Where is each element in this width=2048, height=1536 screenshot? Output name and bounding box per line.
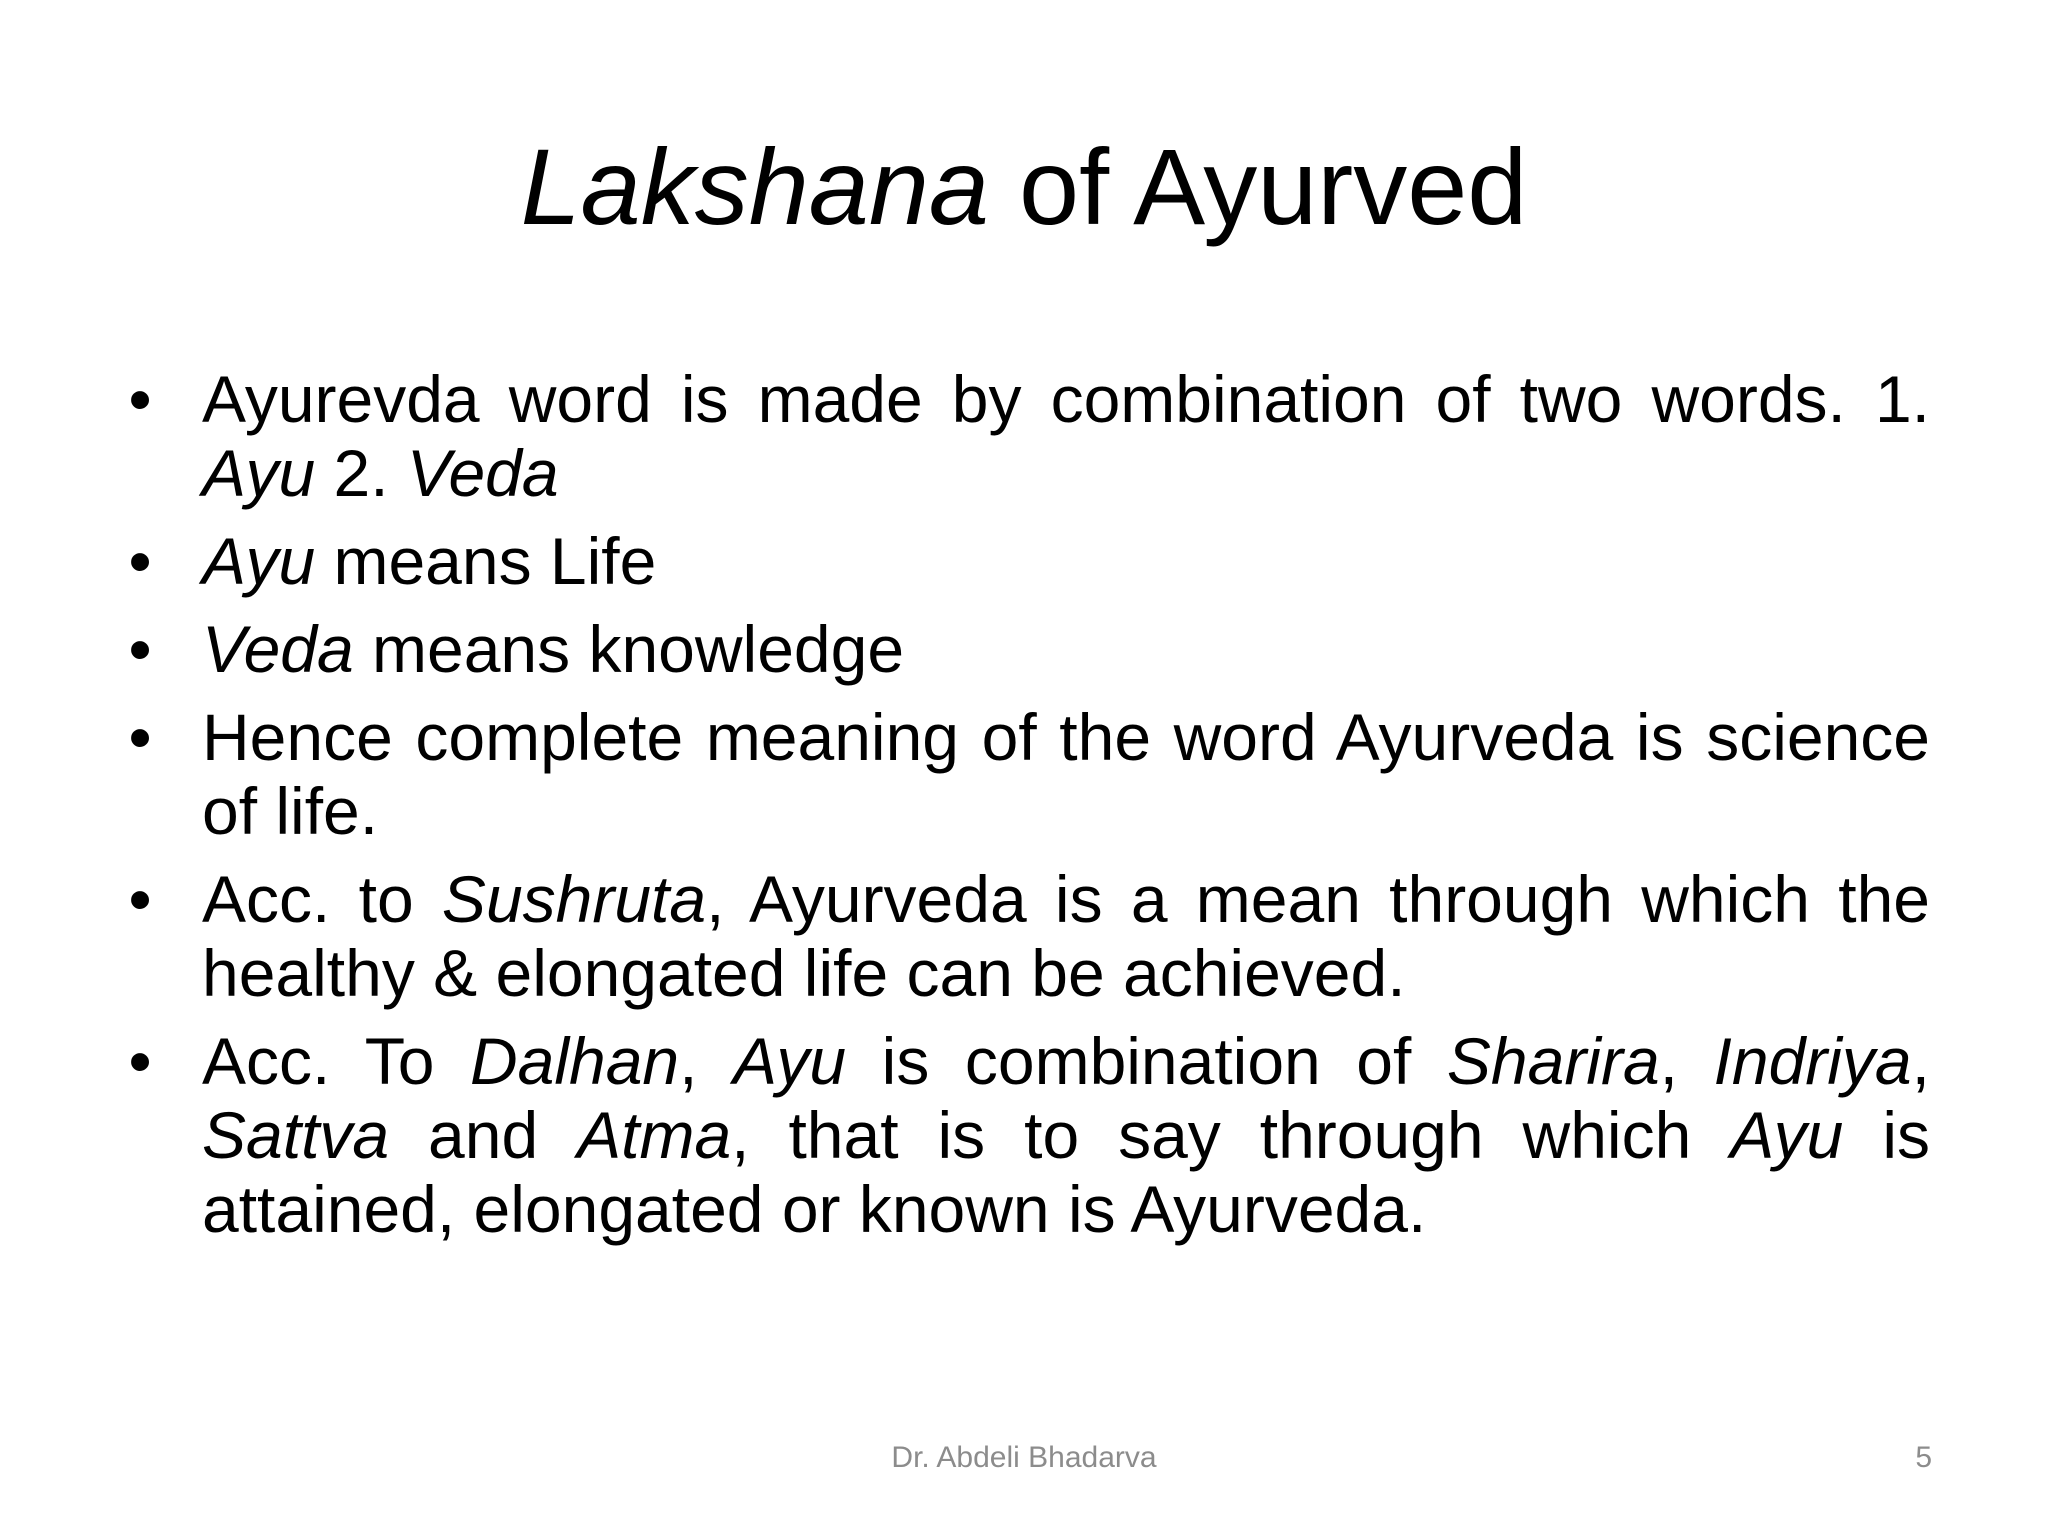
bullet-italic-term: Atma	[577, 1098, 732, 1172]
footer-author: Dr. Abdeli Bhadarva	[891, 1441, 1157, 1474]
bullet-text: is combination of	[846, 1024, 1447, 1098]
bullet-italic-term: Veda	[202, 612, 354, 686]
bullet-text: Hence complete meaning of the word Ayurveda is science of life.	[202, 700, 1930, 848]
bullet-text: , that is to say through which	[731, 1098, 1731, 1172]
bullet-text: means knowledge	[353, 612, 905, 686]
bullet-text: ,	[679, 1024, 733, 1098]
bullet-italic-term: Sushruta	[441, 862, 707, 936]
bullet-italic-term: Ayu	[1730, 1098, 1844, 1172]
bullet-italic-term: Indriya	[1713, 1024, 1912, 1098]
bullet-text: Acc. To	[202, 1024, 470, 1098]
bullet-text: Acc. to	[202, 862, 442, 936]
bullet-list	[120, 362, 1930, 1260]
slide-title-rest: of Ayurved	[989, 126, 1528, 247]
bullet-italic-term: Sattva	[202, 1098, 390, 1172]
bullet-text: ,	[1911, 1024, 1930, 1098]
slide-title-italic: Lakshana	[520, 126, 989, 247]
bullet-italic-term: Sharira	[1446, 1024, 1660, 1098]
bullet-item	[120, 362, 1930, 510]
bullet-italic-term: Ayu	[732, 1024, 847, 1098]
bullet-text: means Life	[315, 524, 657, 598]
bullet-italic-term: Dalhan	[469, 1024, 680, 1098]
bullet-italic-term: Ayu	[202, 436, 316, 510]
bullet-text: 2.	[315, 436, 407, 510]
bullet-italic-term: Veda	[406, 436, 559, 510]
slide-title	[0, 122, 2048, 252]
bullet-item	[120, 862, 1930, 1010]
bullet-text: ,	[1659, 1024, 1714, 1098]
bullet-text: Ayurevda word is made by combination of two words. 1.	[202, 362, 1930, 436]
bullet-text: and	[389, 1098, 578, 1172]
bullet-item	[120, 1024, 1930, 1246]
page-number: 5	[1915, 1441, 1932, 1474]
bullet-text: , Ayurveda is a mean through which the healthy & elongated life can be achieved.	[202, 862, 1931, 1010]
bullet-item	[120, 700, 1930, 848]
bullet-italic-term: Ayu	[202, 524, 316, 598]
bullet-item	[120, 524, 1930, 598]
bullet-text: is attained, elongated or known is Ayurveda.	[202, 1098, 1931, 1246]
bullet-item	[120, 612, 1930, 686]
